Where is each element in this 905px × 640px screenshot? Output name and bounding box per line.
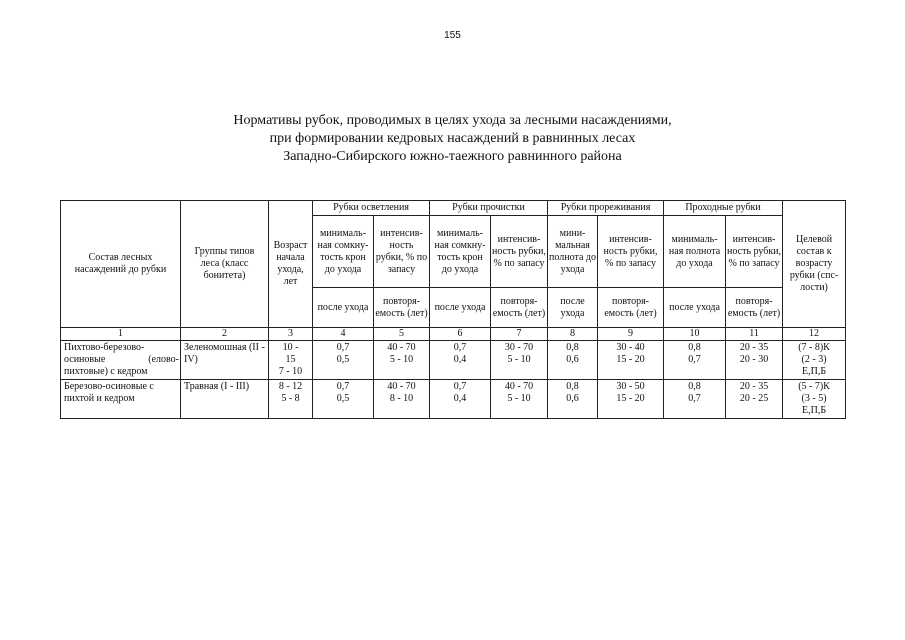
subheader-pass-fullness: минималь-ная полнота до ухода bbox=[664, 216, 726, 288]
header-composition: Состав лесных насаждений до рубки bbox=[61, 201, 181, 328]
column-number: 3 bbox=[269, 328, 313, 341]
subheader-repeatability: повторя-емость (лет) bbox=[491, 288, 548, 328]
cell-lighten-intensity: 40 - 70 5 - 10 bbox=[374, 341, 430, 380]
cell-thin-fullness: 0,8 0,6 bbox=[548, 341, 598, 380]
column-number: 5 bbox=[374, 328, 430, 341]
subheader-after-care: после ухода bbox=[313, 288, 374, 328]
column-number: 9 bbox=[598, 328, 664, 341]
header-group-lightening: Рубки осветления bbox=[313, 201, 430, 216]
cell-composition: Березово-осиновые с пихтой и кедром bbox=[61, 380, 181, 419]
cell-age: 10 - 15 7 - 10 bbox=[269, 341, 313, 380]
subheader-after-care: после ухода bbox=[664, 288, 726, 328]
cell-thin-intensity: 30 - 50 15 - 20 bbox=[598, 380, 664, 419]
title-line-2: при формировании кедровых насаждений в равнинных лесах bbox=[269, 131, 636, 146]
column-number: 11 bbox=[726, 328, 783, 341]
cell-clean-intensity: 30 - 70 5 - 10 bbox=[491, 341, 548, 380]
subheader-clean-density: минималь-ная сомкну-тость крон до ухода bbox=[430, 216, 491, 288]
subheader-after-care: после ухода bbox=[430, 288, 491, 328]
cell-lighten-density: 0,7 0,5 bbox=[313, 341, 374, 380]
table-row bbox=[61, 341, 846, 380]
cell-pass-fullness: 0,8 0,7 bbox=[664, 341, 726, 380]
subheader-lighten-intensity: интенсив-ность рубки, % по запасу bbox=[374, 216, 430, 288]
subheader-repeatability: повторя-емость (лет) bbox=[374, 288, 430, 328]
cell-pass-intensity: 20 - 35 20 - 25 bbox=[726, 380, 783, 419]
column-number: 7 bbox=[491, 328, 548, 341]
column-number: 8 bbox=[548, 328, 598, 341]
column-number: 10 bbox=[664, 328, 726, 341]
column-number: 12 bbox=[783, 328, 846, 341]
cell-age: 8 - 12 5 - 8 bbox=[269, 380, 313, 419]
cell-thin-fullness: 0,8 0,6 bbox=[548, 380, 598, 419]
cell-forest-group: Зеленомошная (II - IV) bbox=[181, 341, 269, 380]
title-line-1: Нормативы рубок, проводимых в целях ухода за лесными насаждениями, bbox=[233, 113, 672, 128]
cell-forest-group: Травная (I - III) bbox=[181, 380, 269, 419]
cell-pass-intensity: 20 - 35 20 - 30 bbox=[726, 341, 783, 380]
cell-clean-intensity: 40 - 70 5 - 10 bbox=[491, 380, 548, 419]
subheader-lighten-density: минималь-ная сомкну-тость крон до ухода bbox=[313, 216, 374, 288]
norms-table bbox=[60, 200, 846, 419]
header-age: Возраст начала ухода, лет bbox=[269, 201, 313, 328]
page-number: 155 bbox=[444, 30, 461, 41]
cell-composition: Пихтово-березово-осиновые (елово-пихтовые) с кедром bbox=[61, 341, 181, 380]
subheader-clean-intensity: интенсив-ность рубки, % по запасу bbox=[491, 216, 548, 288]
column-number: 4 bbox=[313, 328, 374, 341]
header-group-passing: Проходные рубки bbox=[664, 201, 783, 216]
subheader-thin-intensity: интенсив-ность рубки, % по запасу bbox=[598, 216, 664, 288]
subheader-thin-fullness: мини-мальная полнота до ухода bbox=[548, 216, 598, 288]
subheader-repeatability: повторя-емость (лет) bbox=[726, 288, 783, 328]
cell-target: (7 - 8)К (2 - 3) Е,П,Б bbox=[783, 341, 846, 380]
title-line-3: Западно-Сибирского южно-таежного равнинного района bbox=[283, 149, 622, 164]
subheader-after-care: после ухода bbox=[548, 288, 598, 328]
cell-pass-fullness: 0,8 0,7 bbox=[664, 380, 726, 419]
subheader-repeatability: повторя-емость (лет) bbox=[598, 288, 664, 328]
subheader-pass-intensity: интенсив-ность рубки, % по запасу bbox=[726, 216, 783, 288]
column-number: 1 bbox=[61, 328, 181, 341]
column-number: 6 bbox=[430, 328, 491, 341]
cell-target: (5 - 7)К (3 - 5) Е,П,Б bbox=[783, 380, 846, 419]
cell-lighten-intensity: 40 - 70 8 - 10 bbox=[374, 380, 430, 419]
table-row bbox=[61, 380, 846, 419]
cell-thin-intensity: 30 - 40 15 - 20 bbox=[598, 341, 664, 380]
cell-clean-density: 0,7 0,4 bbox=[430, 380, 491, 419]
document-title bbox=[0, 112, 905, 166]
header-target: Целевой состав к возрасту рубки (спс-лости) bbox=[783, 201, 846, 328]
header-group-cleaning: Рубки прочистки bbox=[430, 201, 548, 216]
cell-clean-density: 0,7 0,4 bbox=[430, 341, 491, 380]
header-forest-groups: Группы типов леса (класс бонитета) bbox=[181, 201, 269, 328]
column-number: 2 bbox=[181, 328, 269, 341]
header-group-thinning: Рубки прореживания bbox=[548, 201, 664, 216]
cell-lighten-density: 0,7 0,5 bbox=[313, 380, 374, 419]
